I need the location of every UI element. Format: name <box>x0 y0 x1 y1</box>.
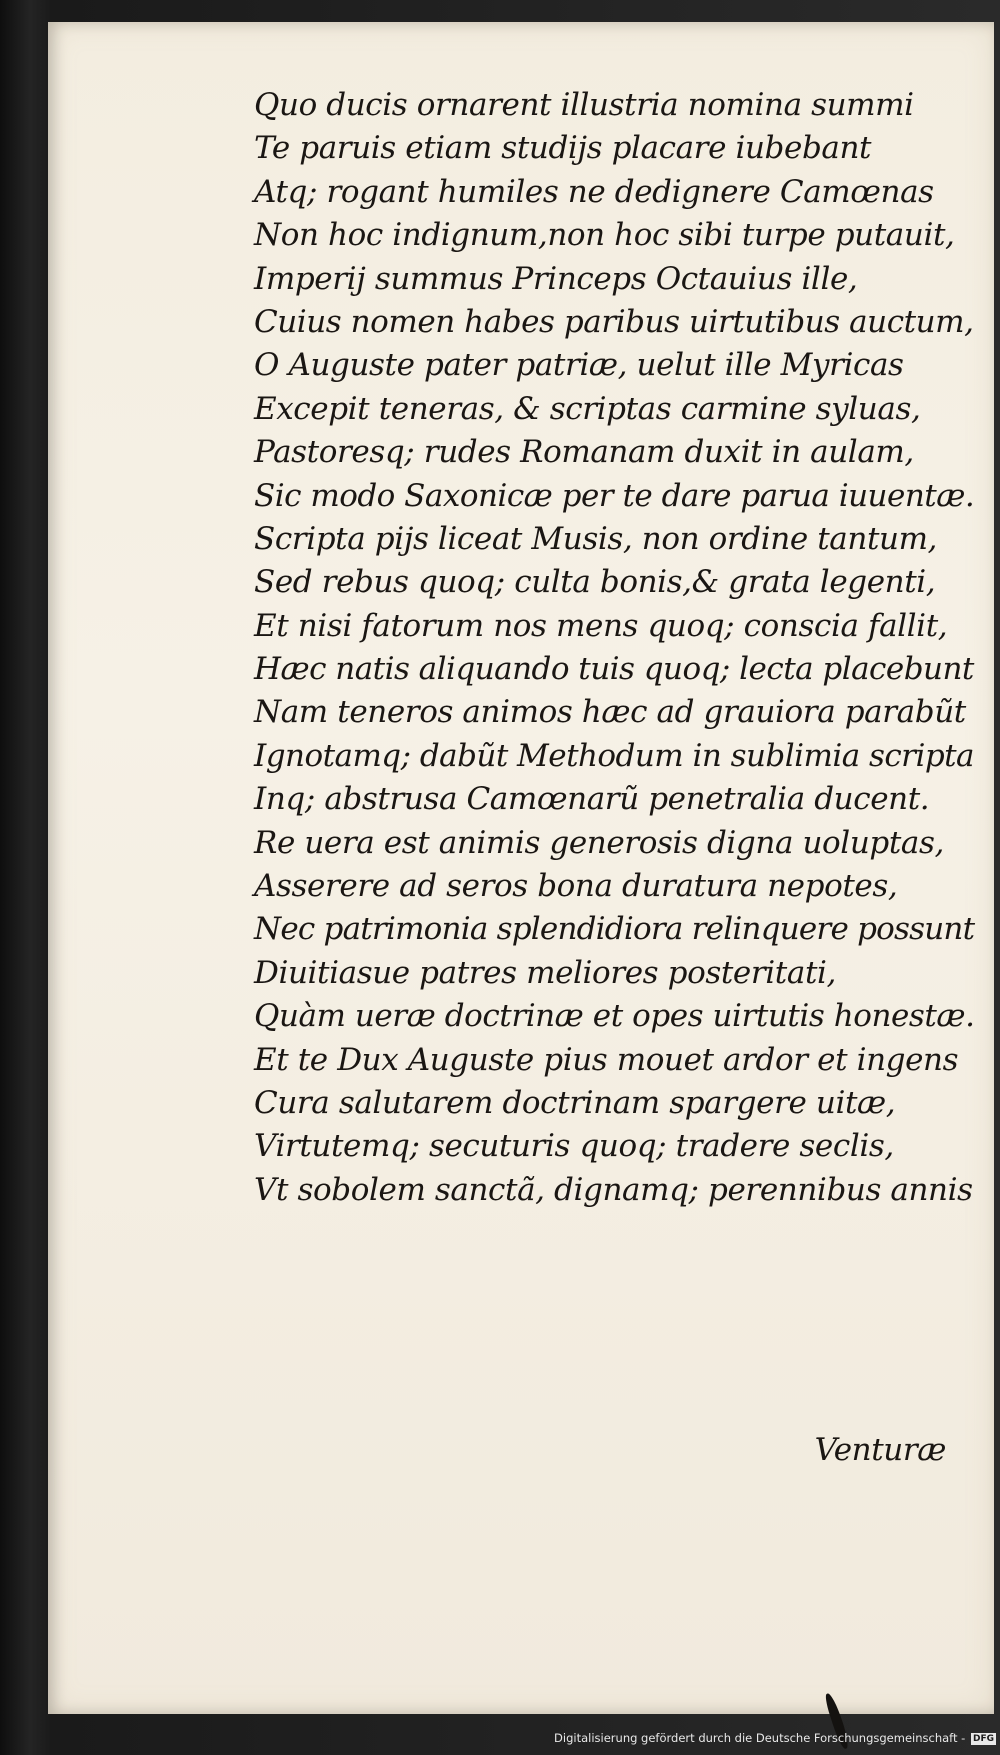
verse-line: Excepit teneras, & scriptas carmine syluas, <box>254 390 921 427</box>
verse-line: Cura salutarem doctrinam spargere uitæ, <box>254 1084 896 1121</box>
verse-line: Sed rebus quoq; culta bonis,& grata legenti, <box>254 564 936 601</box>
verse-line: O Auguste pater patriæ, uelut ille Myricas <box>254 347 904 384</box>
verse-line: Non hoc indignum,non hoc sibi turpe putauit, <box>254 217 955 254</box>
verse-line: Te paruis etiam studijs placare iubebant <box>254 130 872 167</box>
verse-line: Scripta pijs liceat Musis, non ordine tantum, <box>254 520 938 557</box>
verse-line: Imperij summus Princeps Octauius ille, <box>254 260 858 297</box>
credit-text: Digitalisierung gefördert durch die Deutsche Forschungsgemeinschaft - <box>554 1731 966 1745</box>
verse-line: Nam teneros animos hæc ad grauiora parabũt <box>254 694 966 731</box>
verse-line: Re uera est animis generosis digna uoluptas, <box>254 824 944 861</box>
verse-line: Diuitiasue patres meliores posteritati, <box>254 954 836 991</box>
verse-line: Hæc natis aliquando tuis quoq; lecta placebunt <box>254 651 974 688</box>
dfg-logo-icon: DFG <box>972 1733 994 1744</box>
digitization-credit <box>554 1723 996 1753</box>
verse-line: Virtutemq; secuturis quoq; tradere seclis, <box>254 1128 894 1165</box>
verse-line: Cuius nomen habes paribus uirtutibus auctum, <box>254 303 974 340</box>
verse-block <box>254 84 974 1212</box>
verse-line: Sic modo Saxonicæ per te dare parua iuuentæ. <box>254 477 975 514</box>
catchword: Venturæ <box>814 1432 946 1468</box>
verse-line: Inq; abstrusa Camœnarũ penetralia ducent. <box>254 781 930 818</box>
verse-line: Pastoresq; rudes Romanam duxit in aulam, <box>254 434 914 471</box>
book-page <box>48 22 994 1714</box>
verse-line: Nec patrimonia splendidiora relinquere possunt <box>254 911 975 948</box>
verse-line: Vt sobolem sanctã, dignamq; perennibus annis <box>254 1171 973 1208</box>
verse-line: Quo ducis ornarent illustria nomina summi <box>254 87 914 123</box>
verse-line: Atq; rogant humiles ne dedignere Camœnas <box>254 173 934 210</box>
verse-line: Quàm ueræ doctrinæ et opes uirtutis honestæ. <box>254 998 975 1035</box>
verse-line: Et nisi fatorum nos mens quoq; conscia fallit, <box>254 607 948 644</box>
verse-line: Ignotamq; dabũt Methodum in sublimia scripta <box>254 737 974 774</box>
verse-line: Asserere ad seros bona duratura nepotes, <box>254 868 898 905</box>
verse-line: Et te Dux Auguste pius mouet ardor et ingens <box>254 1041 959 1078</box>
